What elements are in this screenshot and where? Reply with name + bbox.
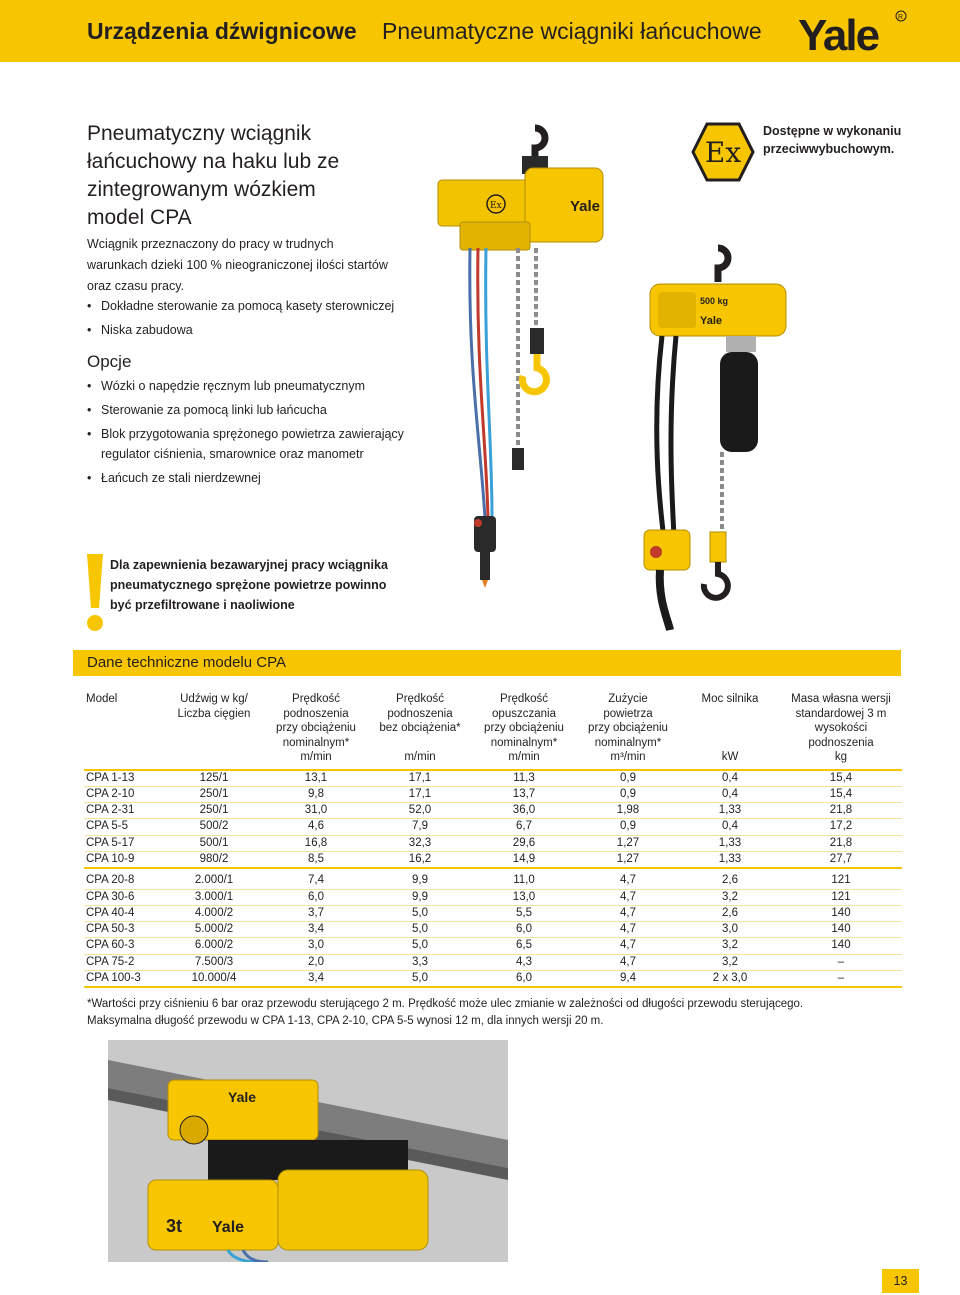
value-cell: – — [780, 954, 902, 970]
ex-icon — [691, 122, 755, 182]
list-item: • Blok przygotowania sprężonego powietrza zawierający regulator ciśnienia, smarownice oraz manometr — [87, 424, 407, 464]
value-cell: 980/2 — [164, 851, 264, 868]
model-cell: CPA 30-6 — [84, 889, 164, 905]
value-cell: 4,7 — [576, 938, 680, 954]
page-header — [0, 0, 960, 62]
value-cell: – — [780, 971, 902, 988]
model-cell: CPA 1-13 — [84, 770, 164, 787]
table-row — [84, 786, 902, 802]
value-cell: 11,0 — [472, 868, 576, 889]
footnote-line: *Wartości przy ciśnieniu 6 bar oraz przewodu sterującego 2 m. Prędkość może ulec zmianie w zależności od długości przewodu sterującego. — [87, 998, 804, 1010]
table-header-row — [84, 692, 902, 770]
warning-icon — [82, 550, 108, 634]
value-cell: 3,0 — [264, 938, 368, 954]
table-row — [84, 803, 902, 819]
model-cell: CPA 50-3 — [84, 922, 164, 938]
value-cell: 7.500/3 — [164, 954, 264, 970]
value-cell: 3,2 — [680, 938, 780, 954]
value-cell: 140 — [780, 938, 902, 954]
svg-text:!: ! — [82, 550, 83, 551]
value-cell: 2,6 — [680, 868, 780, 889]
value-cell: 15,4 — [780, 786, 902, 802]
hoist-load-badge: 500 kg — [700, 296, 729, 306]
list-item: • Wózki o napędzie ręcznym lub pneumatycznym — [87, 376, 407, 396]
table-row — [84, 938, 902, 954]
value-cell: 125/1 — [164, 770, 264, 787]
table-row — [84, 835, 902, 851]
svg-text:Ex: Ex — [704, 136, 742, 169]
list-item: • Niska zabudowa — [87, 320, 407, 340]
value-cell: 7,4 — [264, 868, 368, 889]
value-cell: 121 — [780, 889, 902, 905]
value-cell: 6,5 — [472, 938, 576, 954]
value-cell: 5,0 — [368, 971, 472, 988]
value-cell: 4.000/2 — [164, 905, 264, 921]
value-cell: 4,7 — [576, 954, 680, 970]
value-cell: 0,9 — [576, 786, 680, 802]
hoist-photo-2 — [640, 240, 790, 635]
product-features — [87, 296, 407, 344]
table-row — [84, 954, 902, 970]
value-cell: 4,7 — [576, 922, 680, 938]
col-header: Prędkość opuszczania przy obciążeniu nominalnym* m/min — [484, 693, 564, 763]
value-cell: 8,5 — [264, 851, 368, 868]
col-header: Model — [86, 693, 118, 705]
product-title-line: Pneumatyczny wciągnik — [87, 122, 312, 145]
value-cell: 52,0 — [368, 803, 472, 819]
value-cell: 13,0 — [472, 889, 576, 905]
value-cell: 3,3 — [368, 954, 472, 970]
col-header: Prędkość podnoszenia bez obciążenia* m/min — [379, 693, 461, 763]
trolley-photo — [108, 1040, 508, 1262]
value-cell: 0,4 — [680, 819, 780, 835]
yale-logo-text: Yale — [798, 11, 879, 56]
model-cell: CPA 2-10 — [84, 786, 164, 802]
value-cell: 2 x 3,0 — [680, 971, 780, 988]
value-cell: 6,7 — [472, 819, 576, 835]
value-cell: 0,9 — [576, 770, 680, 787]
value-cell: 140 — [780, 922, 902, 938]
value-cell: 17,1 — [368, 770, 472, 787]
value-cell: 21,8 — [780, 835, 902, 851]
value-cell: 4,7 — [576, 905, 680, 921]
value-cell: 5.000/2 — [164, 922, 264, 938]
value-cell: 3,2 — [680, 954, 780, 970]
section-title: Dane techniczne modelu CPA — [87, 654, 286, 671]
model-cell: CPA 75-2 — [84, 954, 164, 970]
table-row — [84, 971, 902, 988]
category-title: Urządzenia dźwignicowe — [87, 18, 357, 44]
spec-table — [84, 692, 902, 988]
value-cell: 3,4 — [264, 971, 368, 988]
model-cell: CPA 60-3 — [84, 938, 164, 954]
value-cell: 16,2 — [368, 851, 472, 868]
value-cell: 1,33 — [680, 851, 780, 868]
value-cell: 17,2 — [780, 819, 902, 835]
value-cell: 2,0 — [264, 954, 368, 970]
table-body — [84, 770, 902, 988]
value-cell: 32,3 — [368, 835, 472, 851]
category-subtitle: Pneumatyczne wciągniki łańcuchowe — [382, 18, 762, 44]
value-cell: 7,9 — [368, 819, 472, 835]
value-cell: 6,0 — [472, 971, 576, 988]
value-cell: 5,0 — [368, 938, 472, 954]
value-cell: 250/1 — [164, 803, 264, 819]
value-cell: 21,8 — [780, 803, 902, 819]
product-title-line: zintegrowanym wózkiem — [87, 178, 316, 201]
value-cell: 3,2 — [680, 889, 780, 905]
model-cell: CPA 100-3 — [84, 971, 164, 988]
table-row — [84, 819, 902, 835]
explosion-proof-notice: Dostępne w wykonaniu przeciwwybuchowym. — [763, 124, 902, 156]
value-cell: 13,7 — [472, 786, 576, 802]
value-cell: 140 — [780, 905, 902, 921]
footnote — [87, 996, 927, 1030]
col-header: Moc silnika kW — [701, 693, 759, 763]
value-cell: 10.000/4 — [164, 971, 264, 988]
col-header: Zużycie powietrza przy obciążeniu nominalnym* m³/min — [588, 693, 668, 763]
value-cell: 3,0 — [680, 922, 780, 938]
value-cell: 1,98 — [576, 803, 680, 819]
value-cell: 6,0 — [264, 889, 368, 905]
value-cell: 250/1 — [164, 786, 264, 802]
hoist-badge: Yale — [700, 315, 723, 327]
value-cell: 3,4 — [264, 922, 368, 938]
value-cell: 29,6 — [472, 835, 576, 851]
value-cell: 3.000/1 — [164, 889, 264, 905]
value-cell: 9,8 — [264, 786, 368, 802]
value-cell: 4,7 — [576, 868, 680, 889]
product-title-line: model CPA — [87, 206, 192, 229]
value-cell: 3,7 — [264, 905, 368, 921]
table-row — [84, 851, 902, 868]
list-item: • Łańcuch ze stali nierdzewnej — [87, 468, 407, 488]
value-cell: 17,1 — [368, 786, 472, 802]
trolley-badge-2: Yale — [212, 1219, 245, 1236]
value-cell: 121 — [780, 868, 902, 889]
value-cell: 15,4 — [780, 770, 902, 787]
table-row — [84, 905, 902, 921]
col-header: Udźwig w kg/ Liczba cięgien — [177, 693, 251, 720]
svg-text:R: R — [898, 14, 904, 21]
table-row — [84, 889, 902, 905]
product-intro: Wciągnik przeznaczony do pracy w trudnych warunkach dzieki 100 % nieograniczonej ilości startów oraz czasu pracy. — [87, 237, 388, 293]
model-cell: CPA 20-8 — [84, 868, 164, 889]
value-cell: 500/2 — [164, 819, 264, 835]
value-cell: 9,9 — [368, 868, 472, 889]
section-bar — [73, 650, 901, 676]
list-item: • Sterowanie za pomocą linki lub łańcucha — [87, 400, 407, 420]
value-cell: 11,3 — [472, 770, 576, 787]
col-header: Prędkość podnoszenia przy obciążeniu nominalnym* m/min — [276, 693, 356, 763]
trolley-capacity: 3t — [166, 1216, 183, 1236]
model-cell: CPA 40-4 — [84, 905, 164, 921]
value-cell: 1,27 — [576, 835, 680, 851]
col-header: Masa własna wersji standardowej 3 m wysokości podnoszenia kg — [791, 693, 891, 763]
value-cell: 5,0 — [368, 922, 472, 938]
value-cell: 6.000/2 — [164, 938, 264, 954]
trolley-badge: Yale — [228, 1089, 257, 1105]
model-cell: CPA 2-31 — [84, 803, 164, 819]
options-list — [87, 376, 407, 492]
value-cell: 27,7 — [780, 851, 902, 868]
footnote-line: Maksymalna długość przewodu w CPA 1-13, CPA 2-10, CPA 5-5 wynosi 12 m, dla innych wersji 20 m. — [87, 1015, 604, 1027]
value-cell: 5,0 — [368, 905, 472, 921]
value-cell: 14,9 — [472, 851, 576, 868]
value-cell: 4,7 — [576, 889, 680, 905]
product-title-line: łańcuchowy na haku lub ze — [87, 150, 340, 173]
value-cell: 9,9 — [368, 889, 472, 905]
options-heading: Opcje — [87, 352, 132, 371]
value-cell: 2,6 — [680, 905, 780, 921]
warning-text: Dla zapewnienia bezawaryjnej pracy wciągnika pneumatycznego sprężone powietrze powinno być przefiltrowane i naoliwione — [110, 558, 388, 612]
value-cell: 1,27 — [576, 851, 680, 868]
table-row — [84, 922, 902, 938]
value-cell: 1,33 — [680, 803, 780, 819]
hoist-photo-1 — [430, 118, 630, 588]
value-cell: 4,3 — [472, 954, 576, 970]
value-cell: 13,1 — [264, 770, 368, 787]
value-cell: 0,9 — [576, 819, 680, 835]
svg-text:Ex: Ex — [490, 201, 502, 211]
value-cell: 36,0 — [472, 803, 576, 819]
model-cell: CPA 5-5 — [84, 819, 164, 835]
value-cell: 9,4 — [576, 971, 680, 988]
value-cell: 6,0 — [472, 922, 576, 938]
value-cell: 0,4 — [680, 770, 780, 787]
value-cell: 31,0 — [264, 803, 368, 819]
hoist-badge: Yale — [570, 198, 601, 215]
value-cell: 5,5 — [472, 905, 576, 921]
model-cell: CPA 10-9 — [84, 851, 164, 868]
model-cell: CPA 5-17 — [84, 835, 164, 851]
value-cell: 2.000/1 — [164, 868, 264, 889]
page-number: 13 — [882, 1269, 919, 1293]
value-cell: 4,6 — [264, 819, 368, 835]
product-title — [87, 120, 397, 232]
value-cell: 1,33 — [680, 835, 780, 851]
yale-logo — [796, 8, 908, 56]
list-item: • Dokładne sterowanie za pomocą kasety sterowniczej — [87, 296, 407, 316]
value-cell: 16,8 — [264, 835, 368, 851]
value-cell: 500/1 — [164, 835, 264, 851]
table-row — [84, 770, 902, 787]
value-cell: 0,4 — [680, 786, 780, 802]
table-row — [84, 868, 902, 889]
